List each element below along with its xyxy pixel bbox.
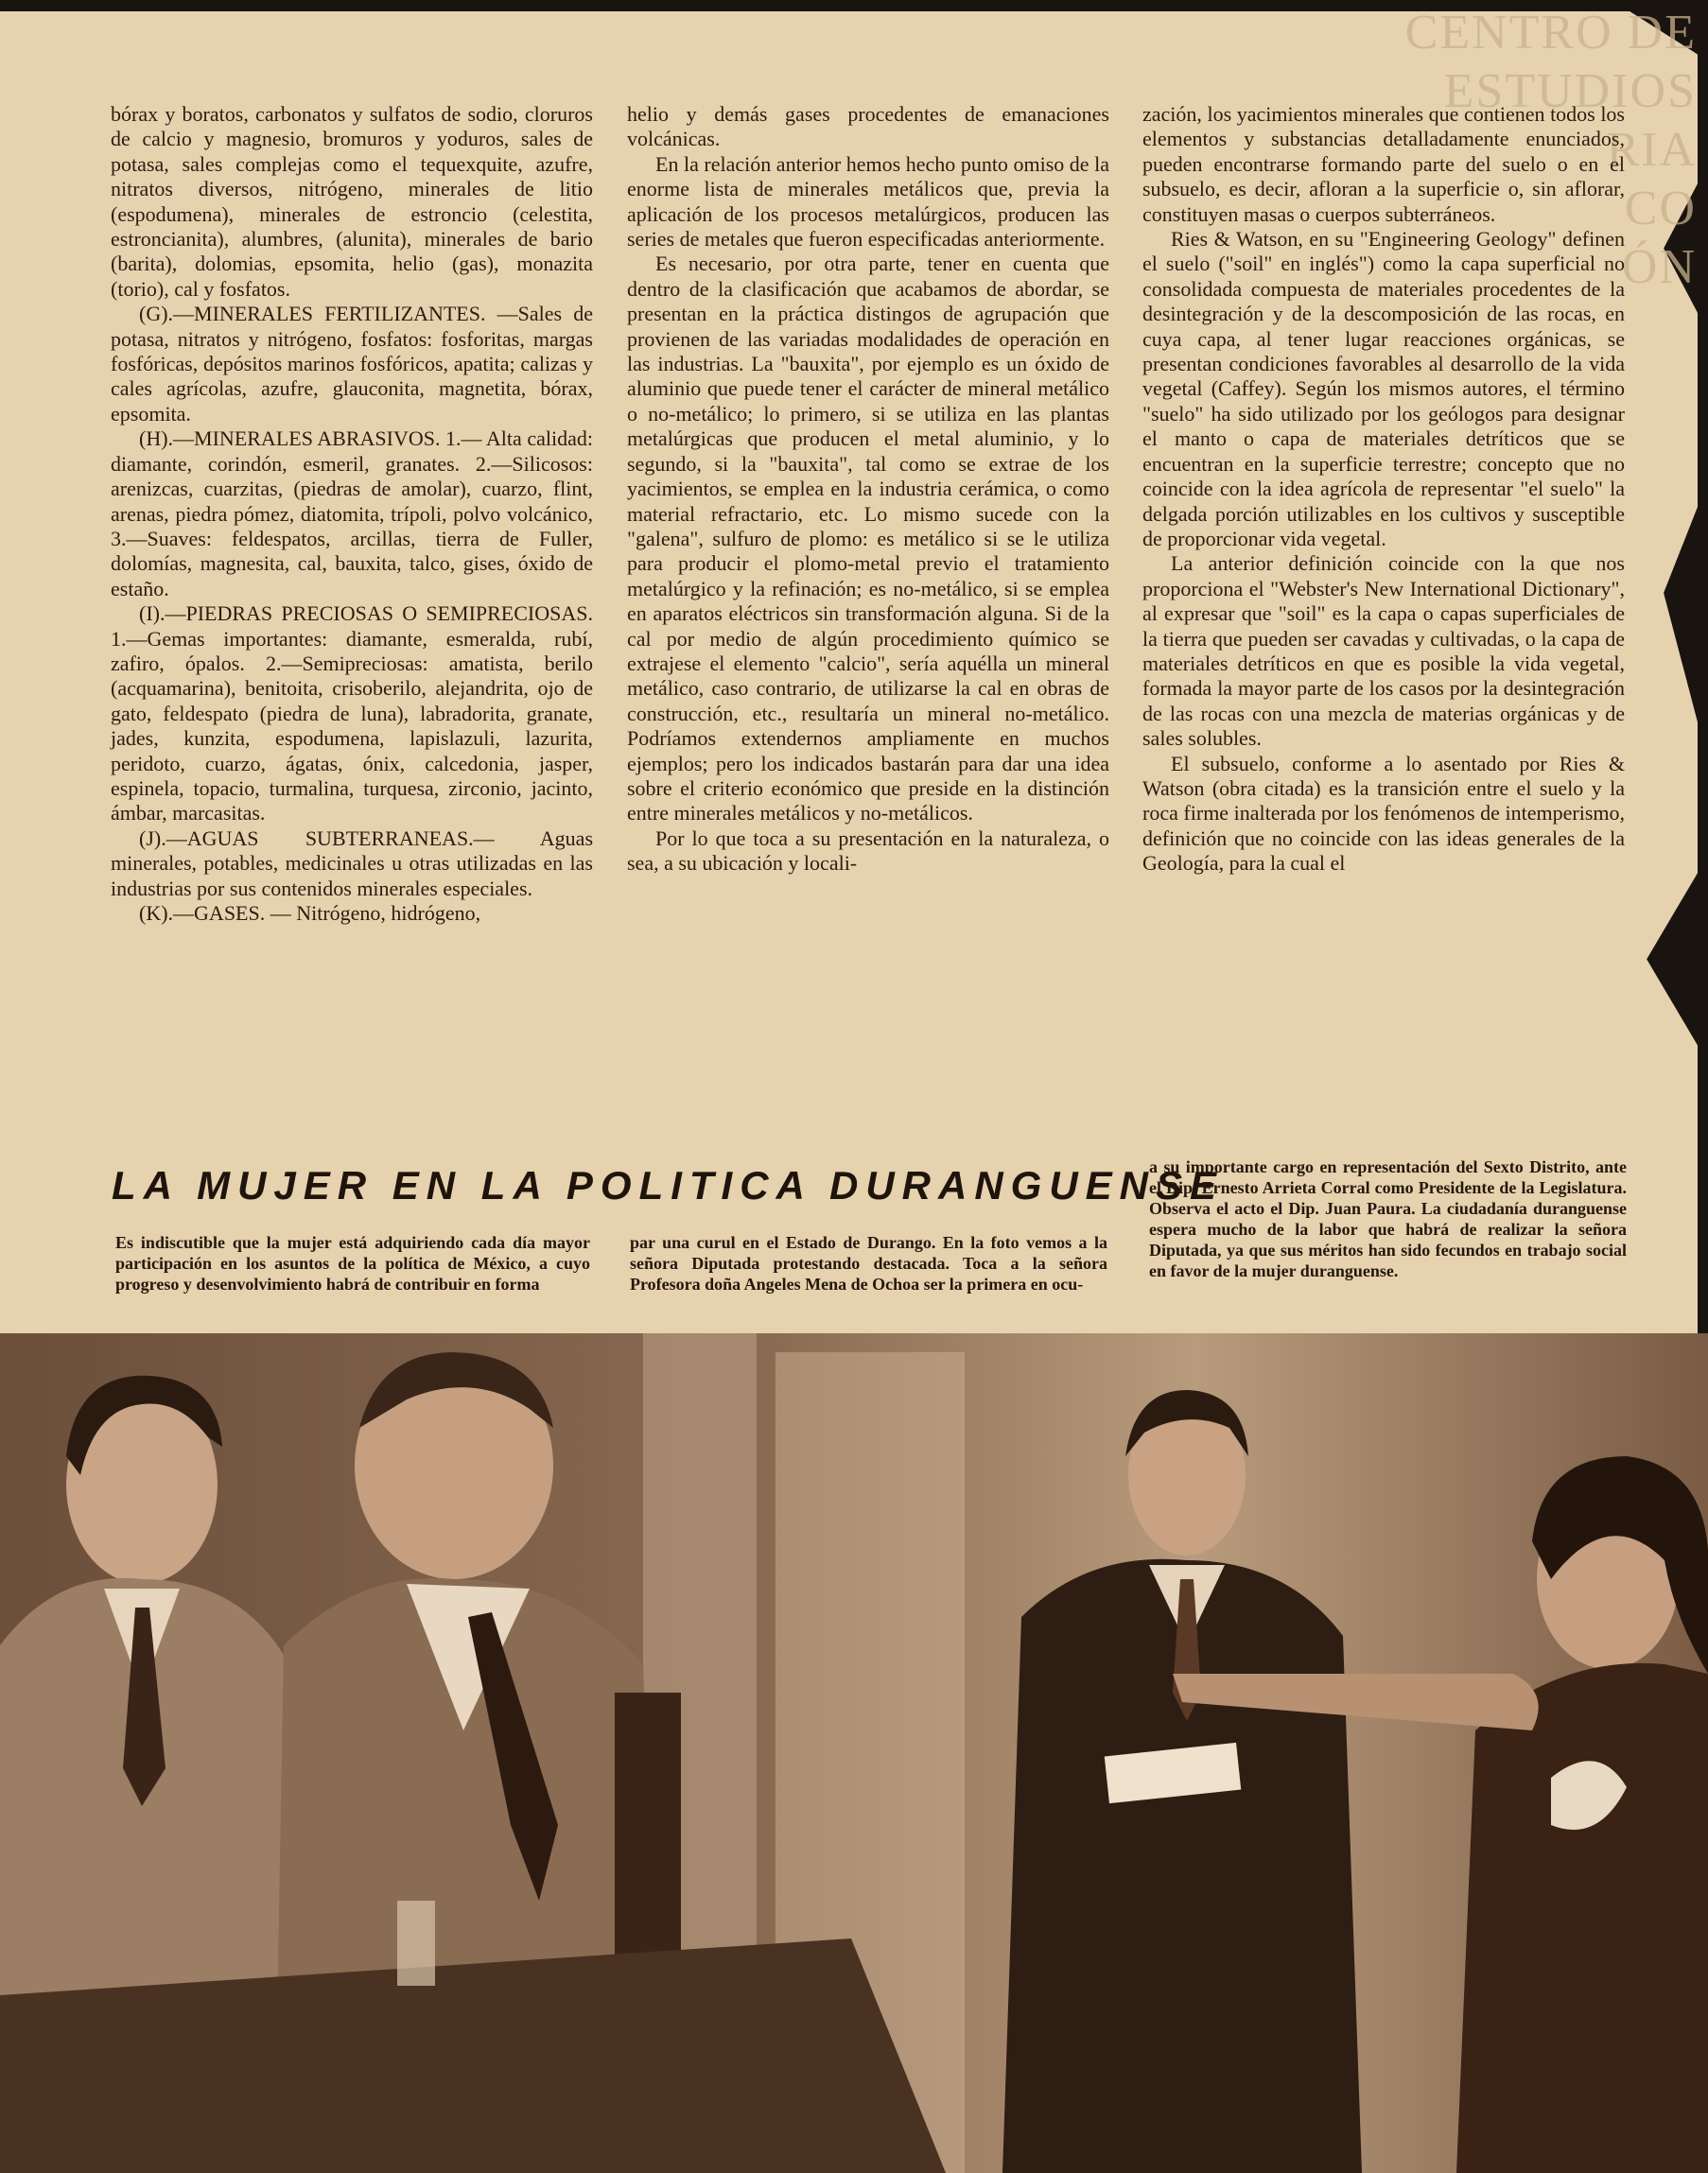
paragraph: El subsuelo, conforme a lo asentado por Ries & Watson (obra citada) es la transición entre el suelo y la roca firme inalterada por los fenómenos de intemperismo, definición que no coincide con las ideas generales de la Geología, para la cual el bbox=[1142, 751, 1625, 876]
article-column-1 bbox=[111, 102, 593, 926]
paragraph: helio y demás gases procedentes de emanaciones volcánicas. bbox=[627, 102, 1109, 151]
photo-caption-2: par una curul en el Estado de Durango. En la foto vemos a la señora Diputada protestando destacada. Toca a la señora Profesora doña Angeles Mena de Ochoa ser la primera en ocu- bbox=[630, 1233, 1107, 1294]
watermark-line: ÓN bbox=[1621, 240, 1697, 294]
paragraph: (H).—MINERALES ABRASIVOS. 1.— Alta calidad: diamante, corindón, esmeril, granates. 2.—Silicosos: arenizcas, cuarzitas, (piedras de amolar), cuarzo, flint, arenas, piedra pómez, diatomita, trípoli, polvo volcánico, 3.—Suaves: feldespatos, arcillas, tierra de Fuller, dolomías, magnesita, cal, bauxita, talco, gises, óxido de estaño. bbox=[111, 426, 593, 600]
watermark-line: CO bbox=[1624, 182, 1697, 235]
paragraph: (J).—AGUAS SUBTERRANEAS.— Aguas minerales, potables, medicinales u otras utilizadas en las industrias por sus contenidos minerales especiales. bbox=[111, 826, 593, 900]
paragraph: Por lo que toca a su presentación en la naturaleza, o sea, a su ubicación y locali- bbox=[627, 826, 1109, 876]
watermark-line: ESTUDIOS bbox=[1443, 64, 1697, 118]
article-column-2 bbox=[627, 102, 1109, 877]
chair bbox=[615, 1693, 681, 1976]
paragraph: Es necesario, por otra parte, tener en cuenta que dentro de la clasificación que acabamos de abordar, se presentan en la práctica distingos de agrupación que provienen de las variadas modalidades de operación en las industrias. La "bauxita", por ejemplo es un óxido de aluminio que puede tener el carácter de mineral metálico o no-metálico; lo primero, si se utiliza en las plantas metalúrgicas que producen el metal aluminio, y lo segundo, si la "bauxita", tal como se extrae de los yacimientos, se emplea en la industria cerámica, o como material refractario, etc. Lo mismo sucede con la "galena", sulfuro de plomo: es metálico si se le utiliza para producir el plomo-metal previo el tratamiento metalúrgico y la refinación; es no-metálico, si se emplea en aparatos eléctricos sin transformación alguna. Si de la cal por medio de algún procedimiento químico se extrajese el elemento "calcio", sería aquélla un mineral metálico, caso contrario, de utilizarse la cal en obras de construcción, etc., resultaría un mineral no-metálico. Podríamos extendernos ampliamente en muchos ejemplos; pero los indicados bastarán para dar una idea sobre el criterio económico que preside en la distinción entre minerales metálicos y no-metálicos. bbox=[627, 252, 1109, 826]
paragraph: (K).—GASES. — Nitrógeno, hidrógeno, bbox=[139, 901, 481, 925]
paragraph: bórax y boratos, carbonatos y sulfatos de sodio, cloruros de calcio y magnesio, bromuros y yoduros, sales de potasa, sales complejas como el tequexquite, azufre, nitratos diversos, nitrógeno, minerales de litio (espodumena), minerales de estroncio (celestita, estroncianita), alumbres, (alunita), minerales de bario (barita), dolomias, epsomita, helio (gas), monazita (torio), cal y fosfatos. bbox=[111, 102, 593, 301]
news-headline: LA MUJER EN LA POLITICA DURANGUENSE bbox=[112, 1163, 1225, 1208]
photo-caption-3: a su importante cargo en representación del Sexto Distrito, ante el Dip. Ernesto Arrieta Corral como Presidente de la Legislatura. Observa el acto el Dip. Juan Paura. La ciudadanía duranguense espera mucho de la labor que habrá de realizar la señora Diputada, ya que sus méritos han sido fecundos en trabajo social en favor de la mujer duranguense. bbox=[1149, 1157, 1627, 1280]
water-glass bbox=[397, 1901, 435, 1986]
paragraph: La anterior definición coincide con la que nos proporciona el "Webster's New International Dictionary", al expresar que "soil" es la capa o capas superficiales de la tierra que pueden ser cavadas y cultivadas, o la capa de materiales detríticos en que es posible la vida vegetal, formada la mayor parte de los casos por la desintegración de las rocas con una mezcla de materias orgánicas y de sales solubles. bbox=[1142, 551, 1625, 751]
person-dress bbox=[1456, 1663, 1708, 2173]
photo-caption-1: Es indiscutible que la mujer está adquiriendo cada día mayor participación en los asuntos de la política de México, a cuyo progreso y desenvolvimiento habrá de contribuir en forma bbox=[115, 1233, 590, 1294]
watermark-line: CENTRO DE bbox=[1404, 6, 1697, 60]
watermark-line: RIA bbox=[1606, 123, 1697, 177]
paragraph: zación, los yacimientos minerales que contienen todos los elementos y substancias detalladamente enunciados, pueden encontrarse formando parte del suelo o en el subsuelo, es decir, afloran a la superficie o, sin aflorar, constituyen masas o cuerpos subterráneos. bbox=[1142, 102, 1625, 226]
paragraph: (G).—MINERALES FERTILIZANTES. —Sales de potasa, nitratos y nitrógeno, fosfatos: fosforitas, margas fosfóricas, depósitos marinos fosfóricos, apatita; calizas y cales agrícolas, azufre, glauconita, magnetita, bórax, epsomita. bbox=[111, 302, 593, 426]
paragraph: (I).—PIEDRAS PRECIOSAS O SEMIPRECIOSAS. 1.—Gemas importantes: diamante, esmeralda, rubí, zafiro, ópalos. 2.—Semipreciosas: amatista, berilo (acquamarina), benitoita, crisoberilo, alejandrita, ojo de gato, feldespato (piedra de luna), labradorita, granate, jades, kunzita, espodumena, lapislazuli, lazurita, peridoto, cuarzo, ágatas, ónix, calcedonia, jasper, espinela, topacio, turmalina, turquesa, zirconio, jacinto, ámbar, marcasitas. bbox=[111, 601, 593, 826]
article-column-3 bbox=[1142, 102, 1625, 877]
news-photo bbox=[0, 1333, 1708, 2173]
paragraph: En la relación anterior hemos hecho punto omiso de la enorme lista de minerales metálicos que, previa la aplicación de los procesos metalúrgicos, producen las series de metales que fueron especificadas anteriormente. bbox=[627, 151, 1109, 252]
paragraph: Ries & Watson, en su "Engineering Geology" definen el suelo ("soil" en inglés") como la capa superficial no consolidada compuesta de materiales procedentes de la desintegración y de la descomposición de las rocas, en cuya capa, al tener lugar reacciones orgánicas, se presentan condiciones favorables al desarrollo de la vida vegetal (Caffey). Según los mismos autores, el término "suelo" ha sido utilizado por los geólogos para designar el manto o capa de materiales detríticos que se encuentran en la superficie terrestre; concepto que no coincide con la idea agrícola de representar "el suelo" la delgada porción utilizables en los cultivos y susceptible de proporcionar vida vegetal. bbox=[1142, 227, 1625, 550]
